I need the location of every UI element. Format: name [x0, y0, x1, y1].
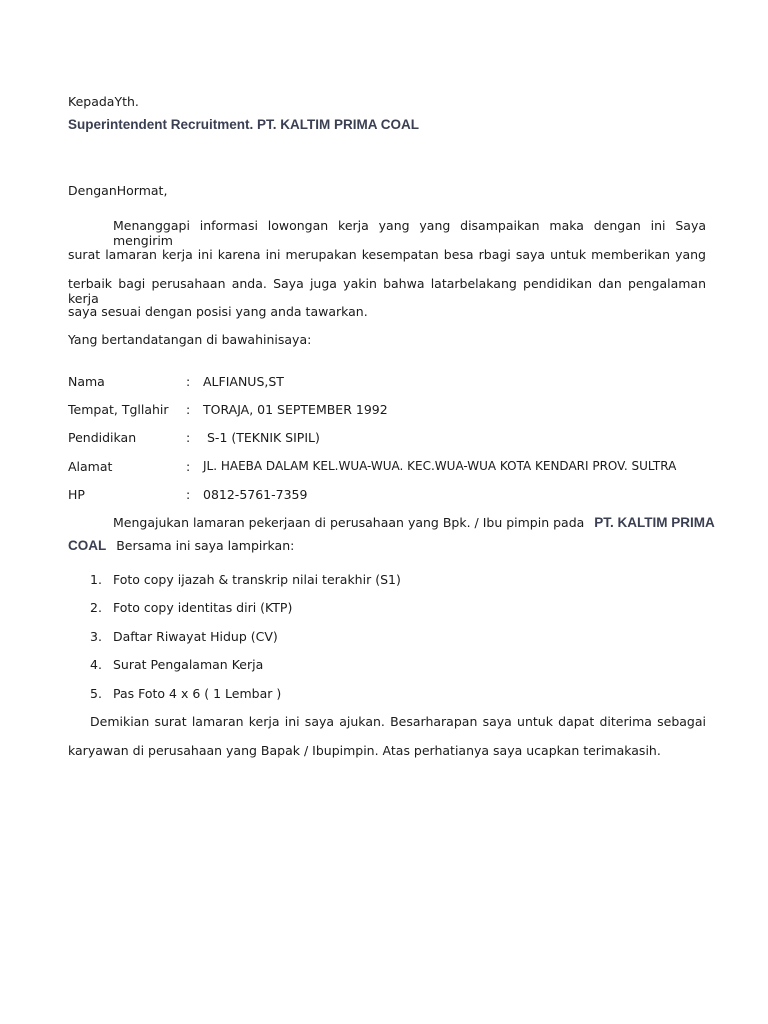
- attachment-number: 2.: [90, 600, 102, 615]
- company-name-part-2: COAL: [68, 538, 107, 553]
- detail-label: Tempat, Tgllahir: [68, 402, 169, 417]
- company-name-part-1: PT. KALTIM PRIMA: [594, 515, 715, 530]
- paragraph-1-line-2: surat lamaran kerja ini karena ini merupakan kesempatan besa rbagi saya untuk memberikan yang: [68, 247, 706, 262]
- undersigned-line: Yang bertandatangan di bawahinisaya:: [68, 332, 312, 347]
- attachment-number: 1.: [90, 572, 102, 587]
- attachment-item: [90, 600, 292, 615]
- detail-value: 0812-5761-7359: [203, 487, 308, 502]
- detail-value: JL. HAEBA DALAM KEL.WUA-WUA. KEC.WUA-WUA KOTA KENDARI PROV. SULTRA: [203, 459, 677, 473]
- detail-row-address: [68, 459, 708, 479]
- detail-label: Alamat: [68, 459, 113, 474]
- closing-line-2: karyawan di perusahaan yang Bapak / Ibupimpin. Atas perhatianya saya ucapkan terimakasih.: [68, 743, 661, 758]
- detail-value: ALFIANUS,ST: [203, 374, 284, 389]
- detail-value: TORAJA, 01 SEPTEMBER 1992: [203, 402, 388, 417]
- attachment-text: Foto copy identitas diri (KTP): [113, 600, 293, 615]
- detail-colon: :: [186, 374, 191, 389]
- detail-label: Pendidikan: [68, 430, 137, 445]
- attachment-text: Foto copy ijazah & transkrip nilai terakhir (S1): [113, 572, 401, 587]
- detail-colon: :: [186, 487, 191, 502]
- paragraph-1-line-1: Menanggapi informasi lowongan kerja yang yang disampaikan maka dengan ini Saya mengirim: [113, 218, 706, 248]
- attachment-item: [90, 657, 263, 672]
- closing-line-1: Demikian surat lamaran kerja ini saya ajukan. Besarharapan saya untuk dapat diterima sebagai: [90, 714, 706, 729]
- detail-colon: :: [186, 459, 191, 474]
- paragraph-2-line-1: [113, 515, 715, 530]
- greeting: DenganHormat,: [68, 183, 168, 198]
- attachment-number: 5.: [90, 686, 102, 701]
- attachment-item: [90, 572, 401, 587]
- detail-label: Nama: [68, 374, 105, 389]
- attachment-number: 3.: [90, 629, 102, 644]
- detail-label: HP: [68, 487, 85, 502]
- attachment-item: [90, 629, 278, 644]
- attachment-item: [90, 686, 281, 701]
- attachment-text: Pas Foto 4 x 6 ( 1 Lembar ): [113, 686, 282, 701]
- paragraph-2-line-2: [68, 538, 706, 553]
- detail-colon: :: [186, 430, 191, 445]
- recipient-line: Superintendent Recruitment. PT. KALTIM PRIMA COAL: [68, 117, 420, 132]
- salutation-to: KepadaYth.: [68, 94, 139, 109]
- attachment-text: Surat Pengalaman Kerja: [113, 657, 264, 672]
- attachment-number: 4.: [90, 657, 102, 672]
- paragraph-1-line-4: saya sesuai dengan posisi yang anda tawarkan.: [68, 304, 368, 319]
- paragraph-2-text: Mengajukan lamaran pekerjaan di perusahaan yang Bpk. / Ibu pimpin pada: [113, 515, 585, 530]
- paragraph-1-line-3: terbaik bagi perusahaan anda. Saya juga yakin bahwa latarbelakang pendidikan dan pengalaman kerja: [68, 276, 706, 306]
- detail-row-phone: [68, 487, 708, 507]
- paragraph-2-tail: Bersama ini saya lampirkan:: [116, 538, 295, 553]
- detail-value: S-1 (TEKNIK SIPIL): [207, 430, 320, 445]
- detail-colon: :: [186, 402, 191, 417]
- detail-row-name: [68, 374, 708, 394]
- detail-row-birth: [68, 402, 708, 422]
- detail-row-education: [68, 430, 708, 450]
- attachment-text: Daftar Riwayat Hidup (CV): [113, 629, 278, 644]
